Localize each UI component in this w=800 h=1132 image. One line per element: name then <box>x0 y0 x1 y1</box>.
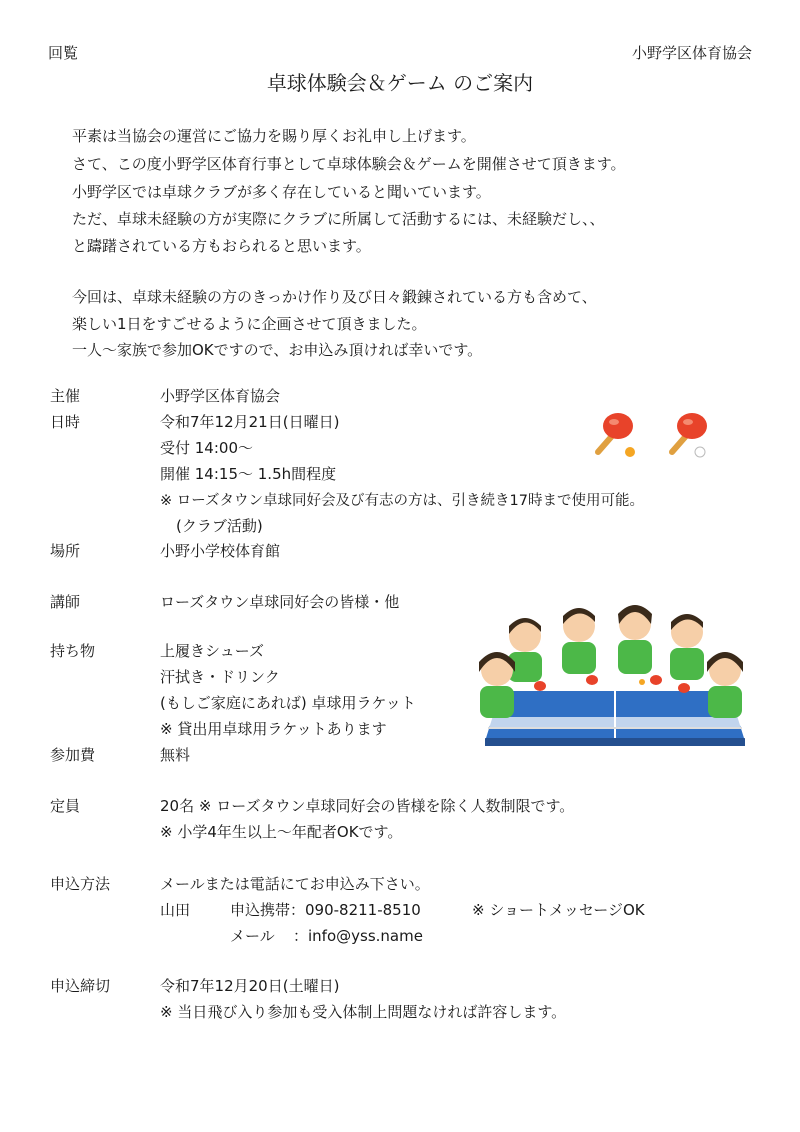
host-value: 小野学区体育協会 <box>160 387 281 405</box>
intro-line: 一人～家族で参加OKですので、お申込み頂ければ幸いです。 <box>72 341 483 359</box>
venue-label: 場所 <box>50 542 81 560</box>
host-label: 主催 <box>50 387 81 405</box>
belongings-item: (もしご家庭にあれば) 卓球用ラケット <box>160 694 416 712</box>
intro-line: 小野学区では卓球クラブが多く存在していると聞いています。 <box>72 183 491 201</box>
instructor-label: 講師 <box>50 593 81 611</box>
fee-label: 参加費 <box>50 746 96 764</box>
deadline-label: 申込締切 <box>50 977 111 995</box>
belongings-label: 持ち物 <box>50 642 96 660</box>
datetime-label: 日時 <box>50 413 81 431</box>
apply-instructions: メールまたは電話にてお申込み下さい。 <box>160 875 430 893</box>
intro-line: 今回は、卓球未経験の方のきっかけ作り及び日々鍛錬されている方も含めて、 <box>72 288 597 306</box>
contact-mail: ：info@yss.name <box>293 927 423 945</box>
table-tennis-group-illustration <box>470 600 760 750</box>
intro-line: 平素は当協会の運営にご協力を賜り厚くお礼申し上げます。 <box>72 127 476 145</box>
organizer-header: 小野学区体育協会 <box>631 44 752 62</box>
fee-value: 無料 <box>160 746 191 764</box>
paddle-icon <box>590 410 638 458</box>
contact-name: 山田 <box>160 901 191 919</box>
capacity-value: 20名 ※ ローズタウン卓球同好会の皆様を除く人数制限です。 <box>160 797 575 815</box>
start-time: 開催 14:15～ 1.5h間程度 <box>160 465 337 483</box>
event-date: 令和7年12月21日(日曜日) <box>160 413 340 431</box>
capacity-label: 定員 <box>50 797 81 815</box>
reception-time: 受付 14:00～ <box>160 439 253 457</box>
belongings-item: 上履きシューズ <box>160 642 264 660</box>
paddle-icon <box>664 410 712 458</box>
belongings-item: 汗拭き・ドリンク <box>160 668 280 686</box>
club-note: ※ ローズタウン卓球同好会及び有志の方は、引き続き17時まで使用可能。 <box>160 493 644 509</box>
contact-mail-label: メール <box>230 927 275 945</box>
deadline-note: ※ 当日飛び入り参加も受入体制上問題なければ許容します。 <box>160 1003 567 1021</box>
intro-line: 楽しい1日をすごせるように企画させて頂きました。 <box>72 315 427 333</box>
circular-label: 回覧 <box>48 44 79 62</box>
apply-label: 申込方法 <box>50 875 111 893</box>
instructor-value: ローズタウン卓球同好会の皆様・他 <box>160 593 400 611</box>
venue-value: 小野小学校体育館 <box>160 542 281 560</box>
contact-phone: 申込携帯：090-8211-8510 <box>230 901 421 919</box>
intro-line: ただ、卓球未経験の方が実際にクラブに所属して活動するには、未経験だし、、 <box>72 210 605 228</box>
capacity-note: ※ 小学4年生以上～年配者OKです。 <box>160 823 403 841</box>
deadline-value: 令和7年12月20日(土曜日) <box>160 977 340 995</box>
phone-note: ※ ショートメッセージOK <box>472 901 645 919</box>
intro-line: と躊躇されている方もおられると思います。 <box>72 237 371 255</box>
club-note-sub: (クラブ活動) <box>176 517 263 535</box>
page-title: 卓球体験会＆ゲーム のご案内 <box>266 71 534 95</box>
belongings-item: ※ 貸出用卓球用ラケットあります <box>160 720 387 738</box>
intro-line: さて、この度小野学区体育行事として卓球体験会＆ゲームを開催させて頂きます。 <box>72 155 626 173</box>
